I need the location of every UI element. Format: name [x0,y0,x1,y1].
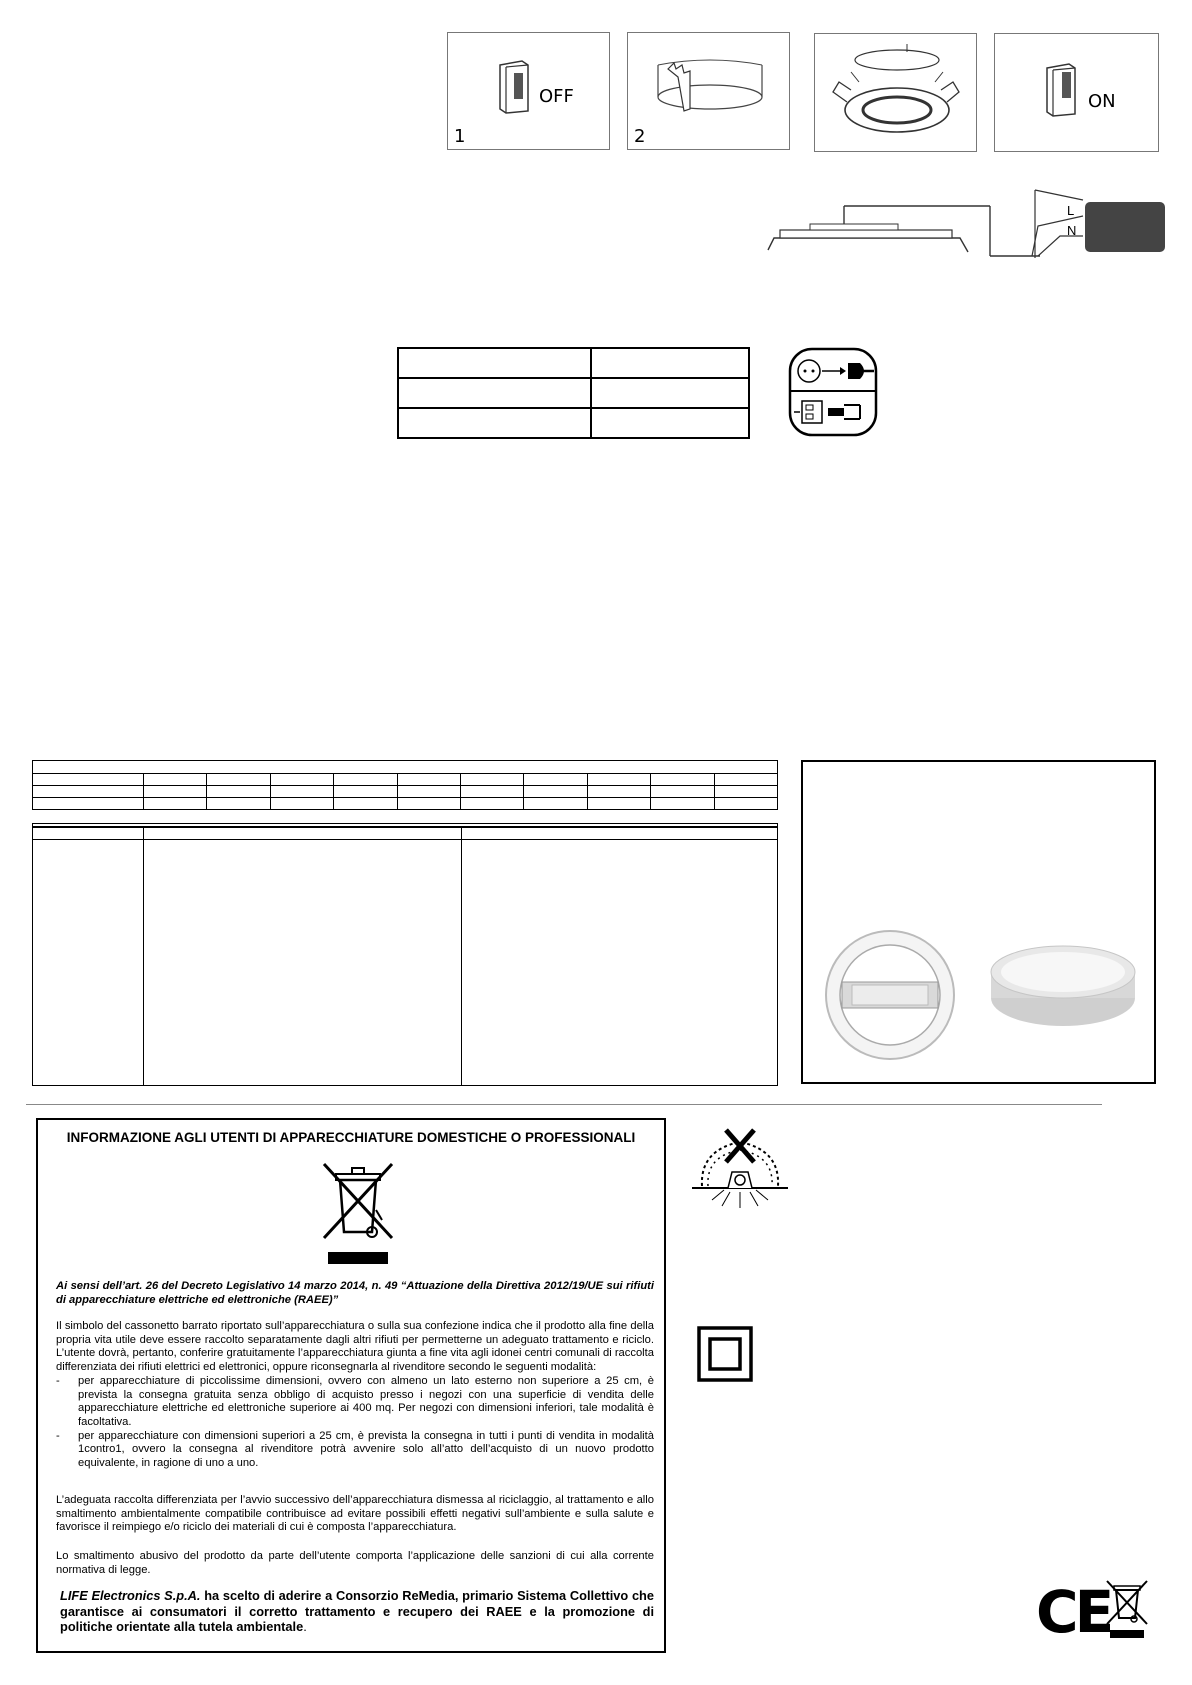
off-label: OFF [539,86,574,107]
neutral-terminal-label: N [1067,223,1077,238]
table-row [33,774,778,786]
step-panel-4 [994,33,1159,152]
legal-reference: Ai sensi dell’art. 26 del Decreto Legislativo 14 marzo 2014, n. 49 “Attuazione della Direttiva 2012/19/UE sui rifiuti di apparecchiature elettriche ed elettroniche (RAEE)” [56,1280,654,1306]
crossed-bin-icon [1104,1578,1150,1640]
notice-closing: ha scelto di aderire a Consorzio ReMedia, primario Sistema Collettivo che garantisce ai consumatori il corretto trattamento e recupero dei RAEE e la promozione di politiche orientate alla tutela ambientale [60,1588,654,1634]
step-number: 1 [454,126,466,147]
table-row [398,378,749,408]
saw-cut-ceiling-icon [654,55,766,117]
product-photo-box [801,760,1156,1084]
step-panel-3 [814,33,977,152]
description-grid [32,823,778,1086]
notice-bullet: per apparecchiature con dimensioni superiori a 25 cm, è prevista la consegna in tutti i punti di vendita in modalità 1contro1, ovvero la consegna al rivenditore potrà avvenire solo all’atto dell’acquisto di un nuovo prodotto equivalente, in ragione di uno a uno. [78,1429,654,1470]
table-row [33,786,778,798]
crossed-bin-icon [320,1160,396,1266]
spec-table [397,347,750,439]
step-panel-1 [447,32,610,150]
table-row [398,408,749,438]
table-row [33,840,778,1086]
weee-notice: INFORMAZIONE AGLI UTENTI DI APPARECCHIATURE DOMESTICHE O PROFESSIONALI Ai sensi dell’art. 26 del Decreto Legislativo 14 marzo 2014, n. 49 “Attuazione della Direttiva 2012/19/UE sui rifiuti di apparecchiature elettriche ed elettroniche (RAEE)” Il simbolo del cassonetto barrato riportato sull’apparecchiatura o sulla sua confezione indica che il prodotto alla fine della propria vita utile deve essere raccolto separatamente dagli altri rifiuti per permetterne un adeguato trattamento e riciclo. L’utente dovrà, pertanto, conferire gratuitamente l’apparecchiatura giunta a fine vita agli idonei centri comunali di raccolta differenziata dei rifiuti elettrici ed elettronici, oppure riconsegnarla al rivenditore secondo le seguenti modalità: - per apparecchiature di piccolissime dimensioni, ovvero con almeno un lato esterno non superiore a 25 cm, è prevista la consegna gratuita senza obbligo di acquisto presso i negozi con una superficie di vendita delle apparecchiature elettriche ed elettroniche superiore ai 400 mq. Per negozi con dimensioni inferiori, tale modalità è facoltativa. - per apparecchiature con dimensioni superiori a 25 cm, è prevista la consegna in tutti i punti di vendita in modalità 1contro1, ovvero la consegna al rivenditore potrà avvenire solo all’atto dell’acquisto di un nuovo prodotto equivalente, in ragione di uno a uno. L’adeguata raccolta differenziata per l’avvio successivo dell’apparecchiatura dismessa al riciclaggio, al trattamento e allo smaltimento ambientalmente compatibile contribuisce ad evitare possibili effetti negativi sull’ambiente e sulla salute e favorisce il reimpiego e/o riciclo dei materiali di cui è composta l’apparecchiatura. Lo smaltimento abusivo del prodotto da parte dell’utente comporta l’applicazione delle sanzioni di cui alla corrente normativa di legge. LIFE Electronics S.p.A. ha scelto di aderire a Consorzio ReMedia, primario Sistema Collettivo che garantisce ai consumatori il corretto trattamento e recupero dei RAEE e la promozione di politiche orientate alla tutela ambientale. [36,1118,666,1653]
table-row [33,761,778,774]
ce-mark: CE [1036,1578,1111,1646]
live-terminal-label: L [1067,203,1075,218]
company-name: LIFE Electronics S.p.A. [60,1588,201,1603]
wiring-diagram [760,180,1170,265]
table-row [398,348,749,378]
table-row [33,798,778,810]
table-row [33,827,778,840]
notice-paragraph: Il simbolo del cassonetto barrato riportato sull’apparecchiatura o sulla sua confezione indica che il prodotto alla fine della propria vita utile deve essere raccolto separatamente dagli altri rifiuti per permetterne un adeguato trattamento e riciclo. L’utente dovrà, pertanto, conferire gratuitamente l’apparecchiatura giunta a fine vita agli idonei centri comunali di raccolta differenziata dei rifiuti elettrici ed elettronici, oppure riconsegnarla al rivenditore secondo le seguenti modalità: [56,1320,654,1374]
plug-connection-icon [788,347,878,437]
switch-off-icon [496,59,532,115]
section-divider [26,1104,1102,1105]
on-label: ON [1088,91,1116,112]
ring-frame-image [822,927,958,1063]
switch-on-icon [1043,62,1079,118]
notice-title: INFORMAZIONE AGLI UTENTI DI APPARECCHIATURE DOMESTICHE O PROFESSIONALI [66,1130,636,1145]
step-panel-2 [627,32,790,150]
double-insulation-icon [697,1326,753,1382]
downlight-insert-icon [829,42,963,146]
no-insulation-cover-icon [690,1128,790,1216]
technical-data-grid [32,760,778,810]
notice-paragraph: L’adeguata raccolta differenziata per l’avvio successivo dell’apparecchiatura dismessa al riciclaggio, al trattamento e allo smaltimento ambientalmente compatibile contribuisce ad evitare possibili effetti negativi sull’ambiente e sulla salute e favorisce il reimpiego e/o riciclo dei materiali di cui è composta l’apparecchiatura. [56,1494,654,1534]
step-number: 2 [634,126,646,147]
surface-downlight-image [987,942,1139,1037]
notice-bullet: per apparecchiature di piccolissime dimensioni, ovvero con almeno un lato esterno non superiore a 25 cm, è prevista la consegna gratuita senza obbligo di acquisto presso i negozi con una superficie di vendita delle apparecchiature elettriche ed elettroniche superiore ai 400 mq. Per negozi con dimensioni inferiori, tale modalità è facoltativa. [78,1374,654,1428]
notice-paragraph: Lo smaltimento abusivo del prodotto da parte dell’utente comporta l’applicazione delle sanzioni di cui alla corrente normativa di legge. [56,1550,654,1576]
